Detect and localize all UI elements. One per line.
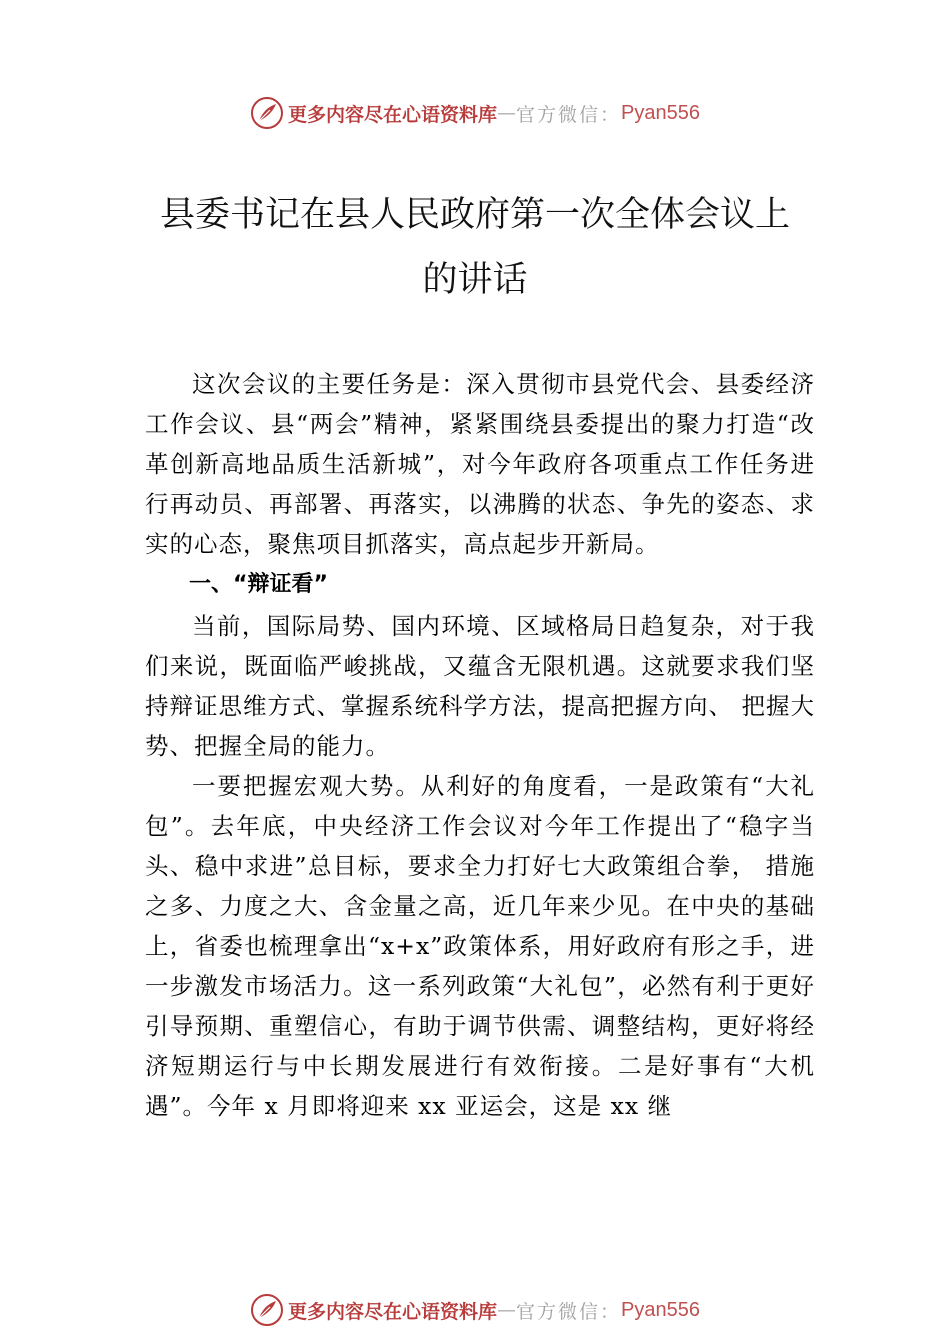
banner-text: 更多内容尽在心语资料库 — [288, 1300, 498, 1323]
footer-banner — [0, 1290, 950, 1330]
document-body — [145, 364, 815, 1126]
document-title-line2: 的讲话 — [422, 260, 528, 300]
feather-pen-logo-icon — [250, 1293, 284, 1327]
banner-separator: — — [497, 102, 517, 124]
banner-wechat-id: Pyan556 — [621, 101, 700, 124]
banner-separator: — — [497, 1299, 517, 1321]
banner-wechat-label: 官方微信： — [516, 1300, 622, 1323]
paragraph-macro-trend: 一要把握宏观大势。从利好的角度看，一是政策有“大礼包”。去年底，中央经济工作会议对今年工作提出了“稳字当头、稳中求进”总目标，要求全力打好七大政策组合拳， 措施之多、力度之大、含金量之高，近几年来少见。在中央的基础上，省委也梳理拿出“x+x”政策体系，用好政府有形之手，进一步激发市场活力。这一系列政策“大礼包”，必然有利于更好引导预期、重塑信心，有助于调节供需、调整结构，更好将经济短期运行与中长期发展进行有效衔接。二是好事有“大机遇”。今年 x 月即将迎来 xx 亚运会，这是 xx 继 — [145, 772, 815, 1120]
banner-wechat-label: 官方微信： — [516, 103, 622, 126]
header-banner — [0, 93, 950, 133]
paragraph-situation: 当前，国际局势、国内环境、区域格局日趋复杂，对于我们来说，既面临严峻挑战，又蕴含无限机遇。这就要求我们坚持辩证思维方式、掌握系统科学方法，提高把握方向、 把握大势、把握全局的能力。 — [145, 612, 815, 760]
section-heading-1: 一、“辩证看” — [189, 572, 328, 597]
paragraph-intro: 这次会议的主要任务是：深入贯彻市县党代会、县委经济工作会议、县“两会”精神，紧紧围绕县委提出的聚力打造“改革创新高地品质生活新城”，对今年政府各项重点工作任务进行再动员、再部署、再落实，以沸腾的状态、争先的姿态、求实的心态，聚焦项目抓落实，高点起步开新局。 — [145, 370, 815, 558]
banner-text: 更多内容尽在心语资料库 — [288, 103, 498, 126]
document-title-line1: 县委书记在县人民政府第一次全体会议上 — [159, 195, 790, 235]
feather-pen-logo-icon — [250, 96, 284, 130]
banner-wechat-id: Pyan556 — [621, 1298, 700, 1321]
